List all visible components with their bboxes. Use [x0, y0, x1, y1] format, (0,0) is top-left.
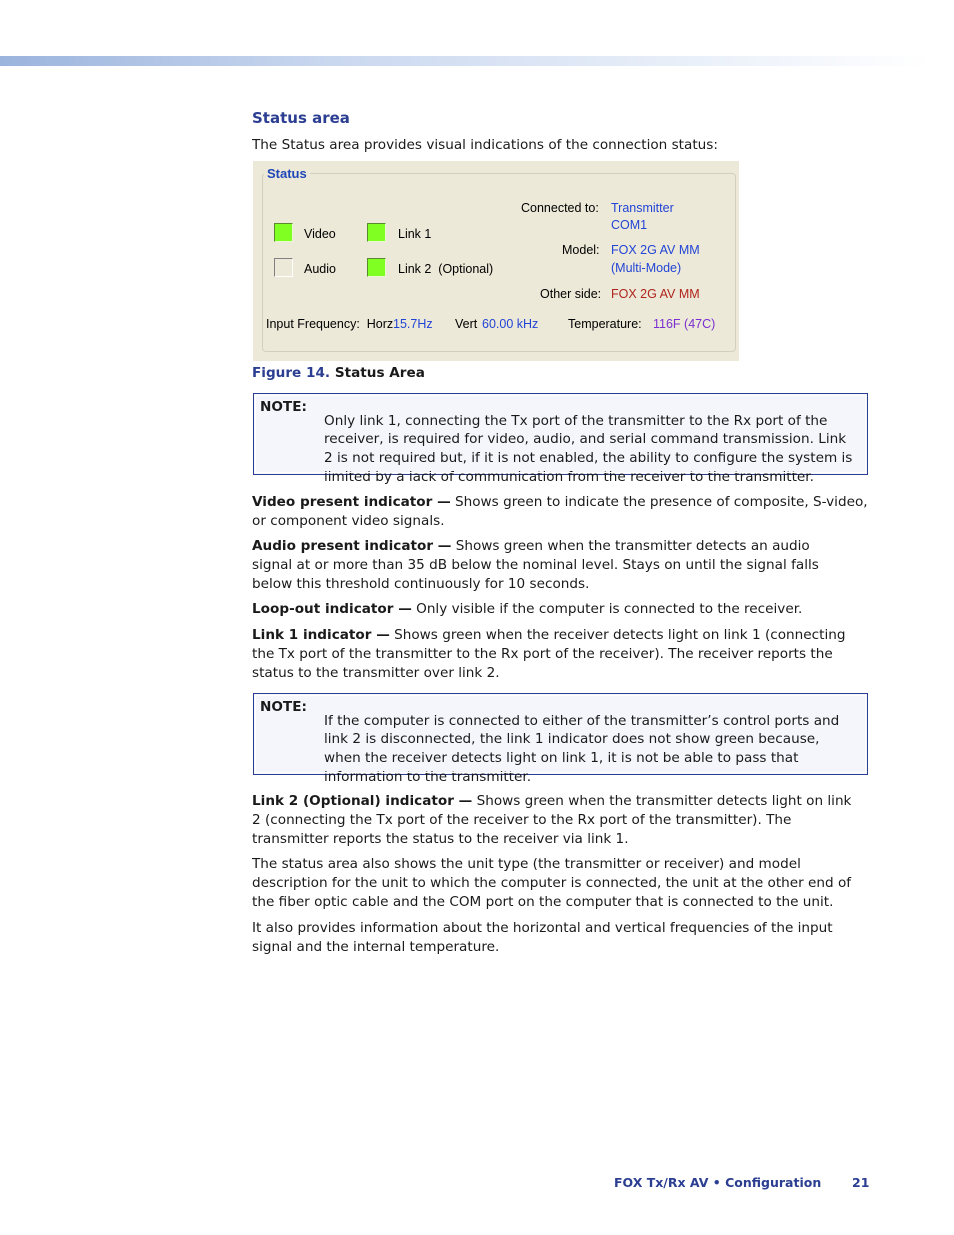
term: Link 1 indicator —: [252, 627, 390, 643]
audio-indicator-description: [252, 537, 842, 593]
video-indicator: [274, 223, 293, 242]
term: Video present indicator —: [252, 494, 451, 510]
status-panel-screenshot: [253, 161, 739, 361]
description: Shows green when the receiver detects light on link 1 (connecting the Tx port of the transmitter to the Rx port of the receiver). The receiver reports the status to the transmitter over link 2.: [252, 627, 846, 681]
audio-label: Audio: [304, 262, 336, 276]
connected-to-label: Connected to:: [521, 201, 599, 215]
description: Only visible if the computer is connected to the receiver.: [411, 601, 803, 617]
link2-label: Link 2 (Optional): [398, 262, 494, 276]
description: Shows green when the transmitter detects light on link 2 (connecting the Tx port of the receiver to the Rx port of the transmitter). The transmitter reports the status to the receiver via link 1.: [252, 793, 852, 847]
vert-value: 60.00 kHz: [482, 317, 539, 331]
term: Link 2 (Optional) indicator —: [252, 793, 473, 809]
video-label: Video: [304, 227, 336, 241]
model-label: Model:: [562, 243, 600, 257]
note-text: Only link 1, connecting the Tx port of the transmitter to the Rx port of the receiver, is required for video, audio, and serial command transmission. Link 2 is not required but, if it is not enabled, the ability to configure the system is limited by a lack of communication from the receiver to the transmitter.: [324, 412, 853, 485]
vert-label: Vert: [455, 317, 478, 331]
other-side-label: Other side:: [540, 287, 602, 301]
note-text: If the computer is connected to either of the transmitter’s control ports and link 2 is disconnected, the link 1 indicator does not show green because, when the receiver detects light on link 1, it is not be able to pass that information to the transmitter.: [324, 712, 840, 785]
other-side-value: FOX 2G AV MM: [611, 287, 700, 301]
link2-indicator-description: [252, 792, 852, 848]
description: Shows green when the transmitter detects an audio signal at or more than 35 dB below the nominal level. Stays on until the signal falls below this threshold continuously for 10 seconds.: [252, 538, 819, 592]
note-label: NOTE:: [260, 699, 307, 715]
video-indicator-description: [252, 493, 870, 531]
intro-paragraph: The Status area provides visual indications of the connection status:: [252, 137, 718, 153]
term: Audio present indicator —: [252, 538, 452, 554]
term: Loop-out indicator —: [252, 601, 412, 617]
footer-product: FOX Tx/Rx AV • Configuration: [614, 1175, 822, 1190]
link1-label: Link 1: [398, 227, 432, 241]
link1-indicator: [367, 223, 386, 242]
frequency-paragraph: It also provides information about the horizontal and vertical frequencies of the input signal and the internal temperature.: [252, 920, 833, 955]
section-title: Status area: [252, 109, 350, 127]
temperature-value: 116F (47C): [653, 317, 716, 331]
com-port-value: COM1: [611, 218, 648, 232]
model-mode-value: (Multi-Mode): [611, 261, 682, 275]
loop-out-indicator-description: [252, 600, 870, 619]
figure-caption: [252, 365, 425, 381]
page-number: 21: [852, 1175, 870, 1190]
input-frequency-label: Input Frequency: Horz: [266, 317, 394, 331]
link2-indicator: [367, 258, 386, 277]
model-value: FOX 2G AV MM: [611, 243, 700, 257]
description: Shows green to indicate the presence of composite, S-video, or component video signals.: [252, 494, 868, 529]
note-box-link-requirement: [253, 393, 868, 485]
audio-indicator: [274, 258, 293, 277]
connected-to-value: Transmitter: [611, 201, 674, 215]
status-group-title: Status: [264, 166, 310, 181]
unit-type-paragraph: The status area also shows the unit type (the transmitter or receiver) and model description for the unit to which the computer is connected, the unit at the other end of the fiber optic cable and the COM port on the computer that is connected to the unit.: [252, 856, 852, 910]
header-band: [0, 56, 930, 66]
link1-indicator-description: [252, 626, 860, 682]
note-label: NOTE:: [260, 399, 307, 415]
figure-number: Figure 14.: [252, 365, 331, 381]
temperature-label: Temperature:: [568, 317, 642, 331]
figure-title: Status Area: [334, 365, 425, 381]
horz-value: 15.7Hz: [393, 317, 433, 331]
note-box-control-ports: [253, 693, 868, 785]
